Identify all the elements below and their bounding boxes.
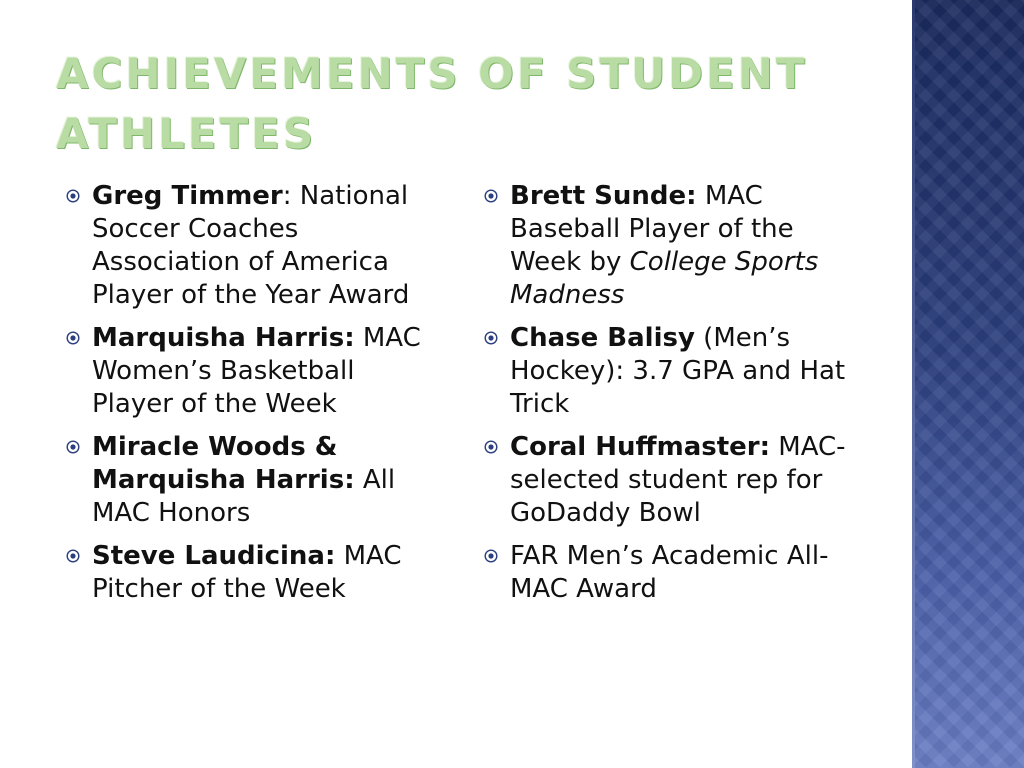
list-item <box>64 180 436 312</box>
list-item <box>64 540 436 606</box>
left-bullet-list <box>64 180 436 616</box>
list-item <box>64 431 436 530</box>
bullet-icon <box>66 549 80 563</box>
bullet-icon <box>66 440 80 454</box>
list-item <box>482 322 862 421</box>
achievement-text: MAC Pitcher of the Week <box>92 541 402 604</box>
achievement-text: MAC Women’s Basketball Player of the Week <box>92 323 421 419</box>
achievement-text: (Men’s Hockey): 3.7 GPA and Hat Trick <box>510 323 846 419</box>
decorative-side-panel <box>912 0 1024 768</box>
athlete-name: Chase Balisy <box>510 323 695 353</box>
bullet-icon <box>484 189 498 203</box>
bullet-icon <box>484 440 498 454</box>
athlete-name: Miracle Woods & Marquisha Harris: <box>92 432 355 495</box>
list-item <box>482 540 862 606</box>
athlete-name: Steve Laudicina: <box>92 541 336 571</box>
bullet-icon <box>66 189 80 203</box>
athlete-name: Coral Huffmaster: <box>510 432 770 462</box>
bullet-icon <box>66 331 80 345</box>
bullet-icon <box>484 331 498 345</box>
publication-name: College Sports Madness <box>510 247 819 310</box>
achievement-text: MAC-selected student rep for GoDaddy Bowl <box>510 432 846 528</box>
achievement-text: FAR Men’s Academic All-MAC Award <box>510 541 829 604</box>
list-item <box>64 322 436 421</box>
list-item <box>482 180 862 312</box>
slide-title: ACHIEVEMENTS OF STUDENT ATHLETES <box>56 49 808 158</box>
right-bullet-list <box>482 180 862 616</box>
list-item <box>482 431 862 530</box>
name-separator: : <box>282 181 292 211</box>
athlete-name: Marquisha Harris: <box>92 323 355 353</box>
athlete-name: Greg Timmer <box>92 181 283 211</box>
bullet-icon <box>484 549 498 563</box>
achievement-text: All MAC Honors <box>92 465 396 528</box>
achievement-text: MAC Baseball Player of the Week by <box>510 181 794 277</box>
athlete-name: Brett Sunde: <box>510 181 697 211</box>
achievement-text: National Soccer Coaches Association of America Player of the Year Award <box>92 181 410 310</box>
